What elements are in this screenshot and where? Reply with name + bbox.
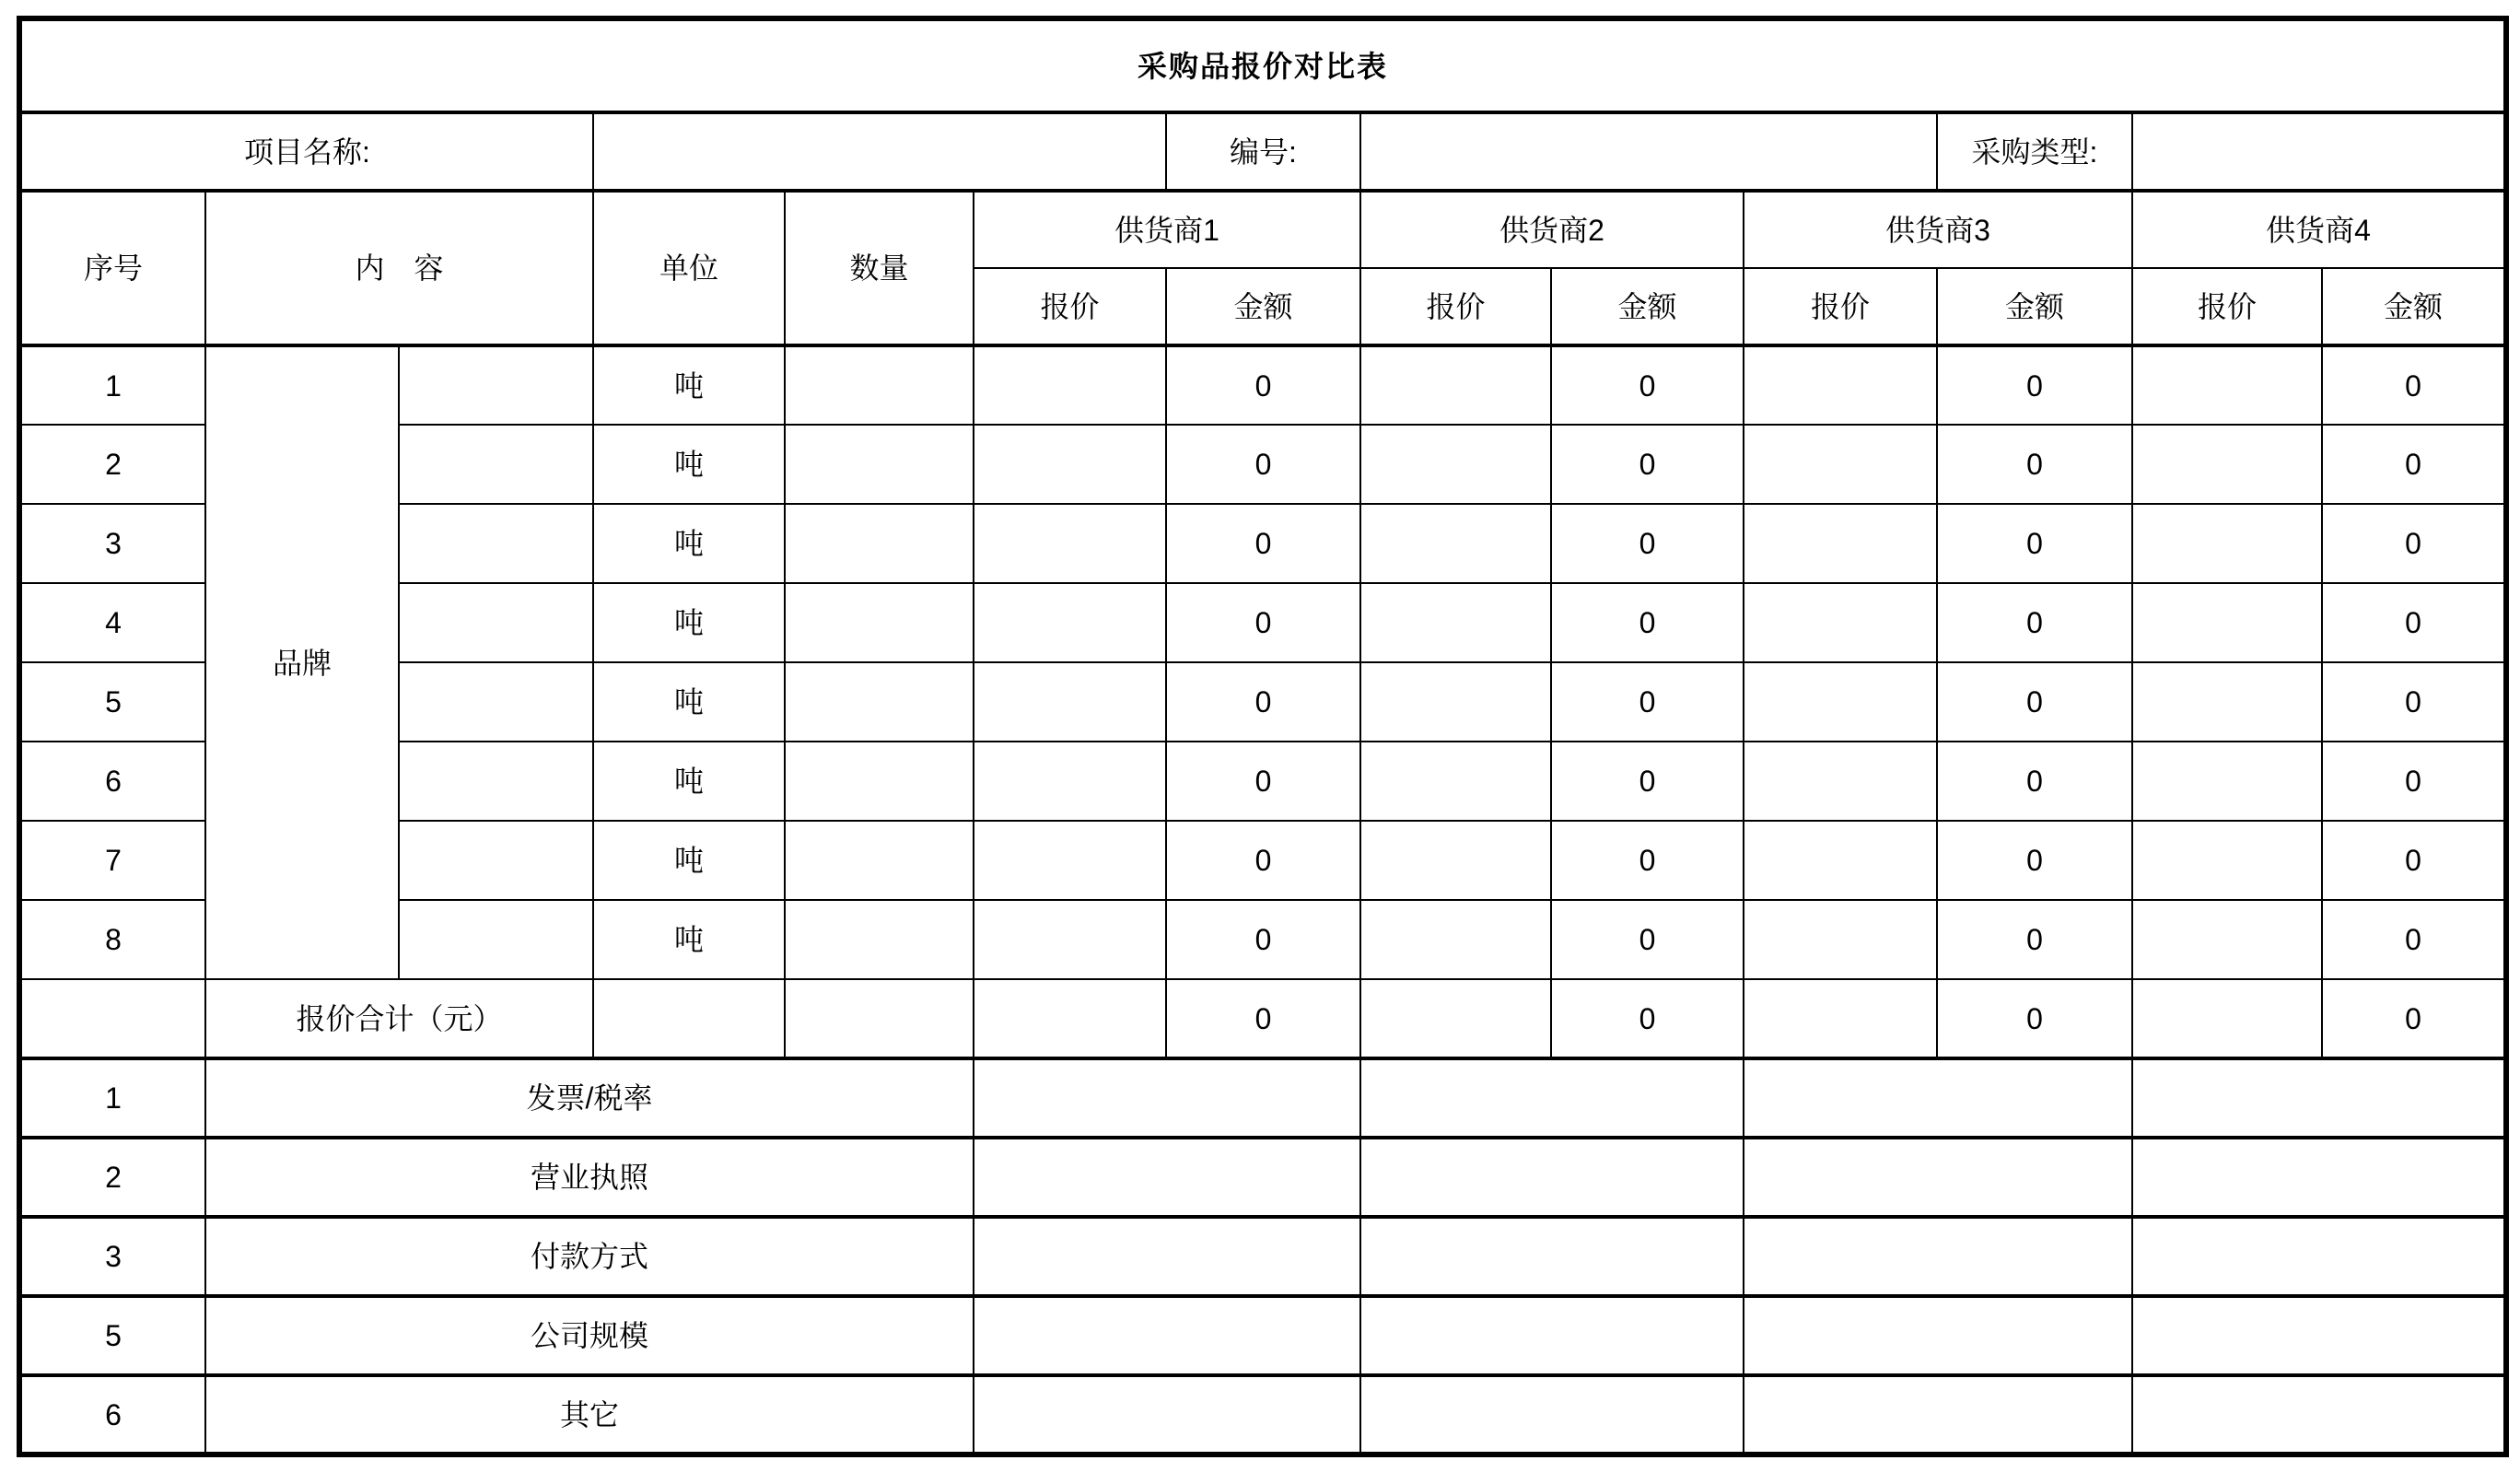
criteria-label: 营业执照 — [205, 1138, 974, 1217]
number-value[interactable] — [1360, 112, 1937, 191]
supplier4-price-cell[interactable] — [2132, 504, 2322, 583]
unit-cell: 吨 — [593, 345, 785, 425]
supplier4-criteria-cell[interactable] — [2132, 1138, 2506, 1217]
supplier1-price-cell[interactable] — [974, 900, 1166, 979]
supplier4-criteria-cell[interactable] — [2132, 1375, 2506, 1454]
supplier2-amount-cell: 0 — [1551, 900, 1744, 979]
quantity-input-cell[interactable] — [785, 821, 974, 900]
content-input-cell[interactable] — [399, 900, 593, 979]
project-name-value[interactable] — [593, 112, 1166, 191]
col-header-supplier2: 供货商2 — [1360, 191, 1744, 268]
supplier4-amount-cell: 0 — [2322, 742, 2506, 821]
supplier3-criteria-cell[interactable] — [1744, 1217, 2132, 1296]
col-header-supplier1: 供货商1 — [974, 191, 1360, 268]
supplier2-amount-cell: 0 — [1551, 425, 1744, 504]
supplier1-criteria-cell[interactable] — [974, 1217, 1360, 1296]
content-input-cell[interactable] — [399, 504, 593, 583]
supplier2-price-cell[interactable] — [1360, 821, 1551, 900]
supplier1-amount-cell: 0 — [1166, 583, 1360, 662]
supplier1-amount-cell: 0 — [1166, 425, 1360, 504]
content-input-cell[interactable] — [399, 662, 593, 742]
unit-cell: 吨 — [593, 425, 785, 504]
brand-cell: 品牌 — [205, 345, 399, 979]
purchase-type-label: 采购类型: — [1937, 112, 2132, 191]
quotation-comparison-table — [17, 16, 2509, 1457]
col-header-supplier3-amount: 金额 — [1937, 268, 2132, 345]
col-header-supplier1-amount: 金额 — [1166, 268, 1360, 345]
total-seq-cell — [19, 979, 205, 1058]
supplier1-amount-cell: 0 — [1166, 504, 1360, 583]
supplier3-total-price-cell — [1744, 979, 1937, 1058]
supplier4-amount-cell: 0 — [2322, 345, 2506, 425]
supplier4-criteria-cell[interactable] — [2132, 1296, 2506, 1375]
supplier4-amount-cell: 0 — [2322, 425, 2506, 504]
content-input-cell[interactable] — [399, 583, 593, 662]
content-input-cell[interactable] — [399, 425, 593, 504]
supplier3-criteria-cell[interactable] — [1744, 1296, 2132, 1375]
supplier3-amount-cell: 0 — [1937, 425, 2132, 504]
row-number: 1 — [19, 345, 205, 425]
row-number: 2 — [19, 425, 205, 504]
supplier1-criteria-cell[interactable] — [974, 1296, 1360, 1375]
criteria-row — [19, 1217, 2506, 1296]
supplier4-amount-cell: 0 — [2322, 900, 2506, 979]
supplier1-amount-cell: 0 — [1166, 345, 1360, 425]
supplier3-amount-cell: 0 — [1937, 900, 2132, 979]
supplier4-criteria-cell[interactable] — [2132, 1058, 2506, 1138]
supplier3-amount-cell: 0 — [1937, 821, 2132, 900]
supplier1-amount-cell: 0 — [1166, 821, 1360, 900]
criteria-number: 5 — [19, 1296, 205, 1375]
supplier3-amount-cell: 0 — [1937, 662, 2132, 742]
supplier4-price-cell[interactable] — [2132, 742, 2322, 821]
supplier2-total-price-cell — [1360, 979, 1551, 1058]
supplier3-amount-cell: 0 — [1937, 504, 2132, 583]
total-row — [19, 979, 2506, 1058]
col-header-content: 内 容 — [205, 191, 593, 345]
supplier2-price-cell[interactable] — [1360, 742, 1551, 821]
col-header-supplier2-amount: 金额 — [1551, 268, 1744, 345]
content-input-cell[interactable] — [399, 742, 593, 821]
col-header-supplier4-price: 报价 — [2132, 268, 2322, 345]
supplier3-price-cell[interactable] — [1744, 662, 1937, 742]
supplier2-amount-cell: 0 — [1551, 345, 1744, 425]
quantity-input-cell[interactable] — [785, 504, 974, 583]
supplier3-price-cell[interactable] — [1744, 742, 1937, 821]
supplier3-amount-cell: 0 — [1937, 583, 2132, 662]
table-row — [19, 345, 2506, 425]
criteria-label: 付款方式 — [205, 1217, 974, 1296]
supplier1-price-cell[interactable] — [974, 583, 1166, 662]
supplier4-amount-cell: 0 — [2322, 504, 2506, 583]
supplier3-amount-cell: 0 — [1937, 742, 2132, 821]
project-name-label: 项目名称: — [19, 112, 593, 191]
content-input-cell[interactable] — [399, 821, 593, 900]
supplier4-price-cell[interactable] — [2132, 662, 2322, 742]
supplier1-amount-cell: 0 — [1166, 900, 1360, 979]
supplier3-criteria-cell[interactable] — [1744, 1375, 2132, 1454]
supplier1-price-cell[interactable] — [974, 662, 1166, 742]
quantity-input-cell[interactable] — [785, 583, 974, 662]
unit-cell: 吨 — [593, 583, 785, 662]
criteria-row — [19, 1375, 2506, 1454]
total-qty-cell — [785, 979, 974, 1058]
quantity-input-cell[interactable] — [785, 742, 974, 821]
criteria-row — [19, 1058, 2506, 1138]
supplier2-criteria-cell[interactable] — [1360, 1296, 1744, 1375]
row-number: 7 — [19, 821, 205, 900]
col-header-supplier4-amount: 金额 — [2322, 268, 2506, 345]
supplier2-price-cell[interactable] — [1360, 504, 1551, 583]
supplier2-price-cell[interactable] — [1360, 345, 1551, 425]
unit-cell: 吨 — [593, 662, 785, 742]
supplier2-amount-cell: 0 — [1551, 583, 1744, 662]
supplier3-price-cell[interactable] — [1744, 821, 1937, 900]
quotation-sheet — [17, 16, 2509, 1457]
criteria-row — [19, 1138, 2506, 1217]
supplier4-amount-cell: 0 — [2322, 662, 2506, 742]
criteria-label: 公司规模 — [205, 1296, 974, 1375]
criteria-number: 2 — [19, 1138, 205, 1217]
col-header-supplier2-price: 报价 — [1360, 268, 1551, 345]
supplier1-price-cell[interactable] — [974, 821, 1166, 900]
supplier1-price-cell[interactable] — [974, 504, 1166, 583]
supplier3-criteria-cell[interactable] — [1744, 1138, 2132, 1217]
supplier1-price-cell[interactable] — [974, 742, 1166, 821]
row-number: 4 — [19, 583, 205, 662]
number-label: 编号: — [1166, 112, 1360, 191]
supplier1-criteria-cell[interactable] — [974, 1058, 1360, 1138]
supplier2-criteria-cell[interactable] — [1360, 1217, 1744, 1296]
col-header-supplier4: 供货商4 — [2132, 191, 2506, 268]
supplier3-criteria-cell[interactable] — [1744, 1058, 2132, 1138]
col-header-supplier3: 供货商3 — [1744, 191, 2132, 268]
supplier4-price-cell[interactable] — [2132, 583, 2322, 662]
header-row-suppliers — [19, 191, 2506, 268]
row-number: 5 — [19, 662, 205, 742]
supplier3-total-amount: 0 — [1937, 979, 2132, 1058]
supplier1-total-amount: 0 — [1166, 979, 1360, 1058]
criteria-number: 3 — [19, 1217, 205, 1296]
supplier1-criteria-cell[interactable] — [974, 1138, 1360, 1217]
row-number: 8 — [19, 900, 205, 979]
criteria-label: 其它 — [205, 1375, 974, 1454]
unit-cell: 吨 — [593, 900, 785, 979]
quantity-input-cell[interactable] — [785, 425, 974, 504]
total-unit-cell — [593, 979, 785, 1058]
col-header-qty: 数量 — [785, 191, 974, 345]
supplier2-price-cell[interactable] — [1360, 662, 1551, 742]
col-header-unit: 单位 — [593, 191, 785, 345]
quantity-input-cell[interactable] — [785, 345, 974, 425]
supplier4-price-cell[interactable] — [2132, 345, 2322, 425]
supplier2-amount-cell: 0 — [1551, 662, 1744, 742]
supplier3-amount-cell: 0 — [1937, 345, 2132, 425]
supplier2-amount-cell: 0 — [1551, 504, 1744, 583]
criteria-label: 发票/税率 — [205, 1058, 974, 1138]
supplier4-price-cell[interactable] — [2132, 821, 2322, 900]
criteria-number: 1 — [19, 1058, 205, 1138]
col-header-supplier1-price: 报价 — [974, 268, 1166, 345]
supplier3-price-cell[interactable] — [1744, 345, 1937, 425]
supplier1-amount-cell: 0 — [1166, 742, 1360, 821]
unit-cell: 吨 — [593, 742, 785, 821]
unit-cell: 吨 — [593, 821, 785, 900]
supplier4-price-cell[interactable] — [2132, 900, 2322, 979]
total-label: 报价合计（元） — [205, 979, 593, 1058]
supplier1-price-cell[interactable] — [974, 345, 1166, 425]
supplier2-total-amount: 0 — [1551, 979, 1744, 1058]
supplier4-amount-cell: 0 — [2322, 583, 2506, 662]
unit-cell: 吨 — [593, 504, 785, 583]
supplier4-total-price-cell — [2132, 979, 2322, 1058]
supplier1-criteria-cell[interactable] — [974, 1375, 1360, 1454]
supplier2-price-cell[interactable] — [1360, 425, 1551, 504]
purchase-type-value[interactable] — [2132, 112, 2506, 191]
quantity-input-cell[interactable] — [785, 662, 974, 742]
content-input-cell[interactable] — [399, 345, 593, 425]
supplier2-amount-cell: 0 — [1551, 742, 1744, 821]
supplier3-price-cell[interactable] — [1744, 425, 1937, 504]
info-row — [19, 112, 2506, 191]
supplier3-price-cell[interactable] — [1744, 900, 1937, 979]
supplier4-criteria-cell[interactable] — [2132, 1217, 2506, 1296]
supplier2-criteria-cell[interactable] — [1360, 1058, 1744, 1138]
supplier1-total-price-cell — [974, 979, 1166, 1058]
supplier2-amount-cell: 0 — [1551, 821, 1744, 900]
supplier2-price-cell[interactable] — [1360, 900, 1551, 979]
title-row — [19, 18, 2506, 112]
supplier2-criteria-cell[interactable] — [1360, 1138, 1744, 1217]
supplier2-price-cell[interactable] — [1360, 583, 1551, 662]
quantity-input-cell[interactable] — [785, 900, 974, 979]
supplier4-amount-cell: 0 — [2322, 821, 2506, 900]
criteria-row — [19, 1296, 2506, 1375]
supplier1-price-cell[interactable] — [974, 425, 1166, 504]
row-number: 3 — [19, 504, 205, 583]
supplier3-price-cell[interactable] — [1744, 504, 1937, 583]
col-header-seq: 序号 — [19, 191, 205, 345]
col-header-supplier3-price: 报价 — [1744, 268, 1937, 345]
supplier4-total-amount: 0 — [2322, 979, 2506, 1058]
supplier4-price-cell[interactable] — [2132, 425, 2322, 504]
supplier3-price-cell[interactable] — [1744, 583, 1937, 662]
supplier2-criteria-cell[interactable] — [1360, 1375, 1744, 1454]
supplier1-amount-cell: 0 — [1166, 662, 1360, 742]
criteria-number: 6 — [19, 1375, 205, 1454]
page-title: 采购品报价对比表 — [19, 18, 2506, 112]
row-number: 6 — [19, 742, 205, 821]
